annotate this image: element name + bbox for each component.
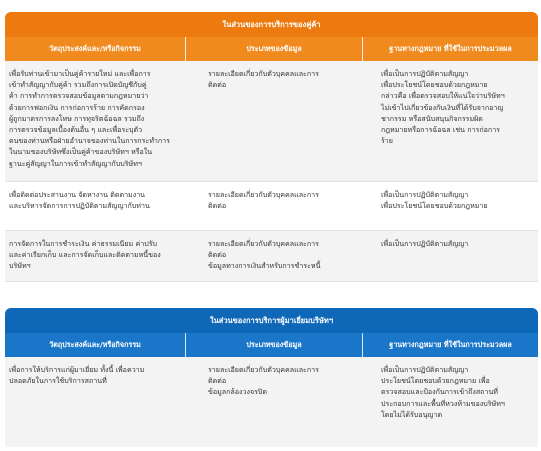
header-purpose: วัตถุประสงค์และ/หรือกิจกรรม xyxy=(5,37,186,61)
header-purpose: วัตถุประสงค์และ/หรือกิจกรรม xyxy=(5,333,186,357)
legal-basis-cell: เพื่อเป็นการปฏิบัติตามสัญญา เพื่อประโยชน์โดยชอบด้วยกฎหมาย xyxy=(381,190,488,211)
table-row xyxy=(5,231,538,282)
table-header xyxy=(5,333,538,357)
data-type-cell: รายละเอียดเกี่ยวกับตัวบุคคลและการ ติดต่อ ข้อมูลทางการเงินสำหรับการชำระหนี้ xyxy=(208,239,321,271)
table-header xyxy=(5,37,538,61)
table-row xyxy=(5,182,538,231)
section-title: ในส่วนของการบริการของคู่ค้า xyxy=(5,12,538,37)
header-data-type: ประเภทของข้อมูล xyxy=(186,37,363,61)
header-legal-basis: ฐานทางกฎหมาย ที่ใช้ในการประมวลผล xyxy=(389,43,512,53)
header-legal-basis: ฐานทางกฎหมาย ที่ใช้ในการประมวลผล xyxy=(389,339,512,349)
partner-section xyxy=(5,12,538,282)
legal-basis-cell: เพื่อเป็นการปฏิบัติตามสัญญา xyxy=(381,239,469,248)
table-row xyxy=(5,61,538,182)
purpose-cell: เพื่อติดต่อประสานงาน จัดหางาน ติดตามงาน และบริหารจัดการการปฏิบัติตามสัญญากับท่าน xyxy=(9,190,150,211)
purpose-cell: การจัดการในการชำระเงิน ค่าธรรมเนียม ค่าปรับ และค่าเรียกเก็บ และการจัดเก็บและติดตามหนี้ของ บริษัทฯ xyxy=(9,239,161,271)
purpose-cell: เพื่อการให้บริการแก่ผู้มาเยี่ยม ทั้งนี้ เพื่อความ ปลอดภัยในการใช้บริการสถานที่ xyxy=(9,365,145,386)
table-row xyxy=(5,357,538,447)
visitor-section xyxy=(5,308,538,447)
data-type-cell: รายละเอียดเกี่ยวกับตัวบุคคลและการ ติดต่อ xyxy=(208,190,319,211)
legal-basis-cell: เพื่อเป็นการปฏิบัติตามสัญญา ประโยชน์โดยชอบด้วยกฎหมาย เพื่อ ตรวจสอบและป้องกันการเข้าถึงสถานที่ ประกอบการและพื้นที่หวงห้ามของบริษัทฯ โดยไม่ได้รับอนุญาต xyxy=(381,365,505,419)
legal-basis-cell: เพื่อเป็นการปฏิบัติตามสัญญา เพื่อประโยชน์โดยชอบด้วยกฎหมาย กล่าวคือ เพื่อตรวจสอบให้แน่ใจว่าบริษัทฯ ไม่เข้าไปเกี่ยวข้องกับเงินที่ได้รับจากอาญ ชากรรม หรือสนับสนุนกิจกรรมผิด กฎหมายหรือการฉ้อฉล เช่น การก่อการ ร้าย xyxy=(381,69,505,146)
data-type-cell: รายละเอียดเกี่ยวกับตัวบุคคลและการ ติดต่อ ข้อมูลกล้องวงจรปิด xyxy=(208,365,319,397)
header-data-type: ประเภทของข้อมูล xyxy=(186,333,363,357)
purpose-cell: เพื่อรับท่านเข้ามาเป็นคู่ค้ารายใหม่ และเพื่อการ เข้าทำสัญญากับคู่ค้า รวมถึงการเปิดบัญชีกับคู่ ค้า การทำการตรวจสอบข้อมูลตามกฎหมายว่า ด้วยการฟอกเงิน การก่อการร้าย การคัดกรอง ผู้ถูกมาตรการลงโทษ การทุจริตฉ้อฉล รวมถึง การตรวจข้อมูลเบื้องต้นอื่น ๆ และเพื่อระบุตัว ตนของท่านหรือฝ่ายอำนาจของท่านในการกระทำการ ในนามของบริษัทซึ่งเป็นคู่ค้าของบริษัทฯ หรือใน ฐานะคู่สัญญาในการเข้าทำสัญญากับบริษัทฯ xyxy=(9,69,170,168)
section-title: ในส่วนของการบริการผู้มาเยี่ยมบริษัทฯ xyxy=(5,308,538,333)
data-type-cell: รายละเอียดเกี่ยวกับตัวบุคคลและการ ติดต่อ xyxy=(208,69,319,90)
